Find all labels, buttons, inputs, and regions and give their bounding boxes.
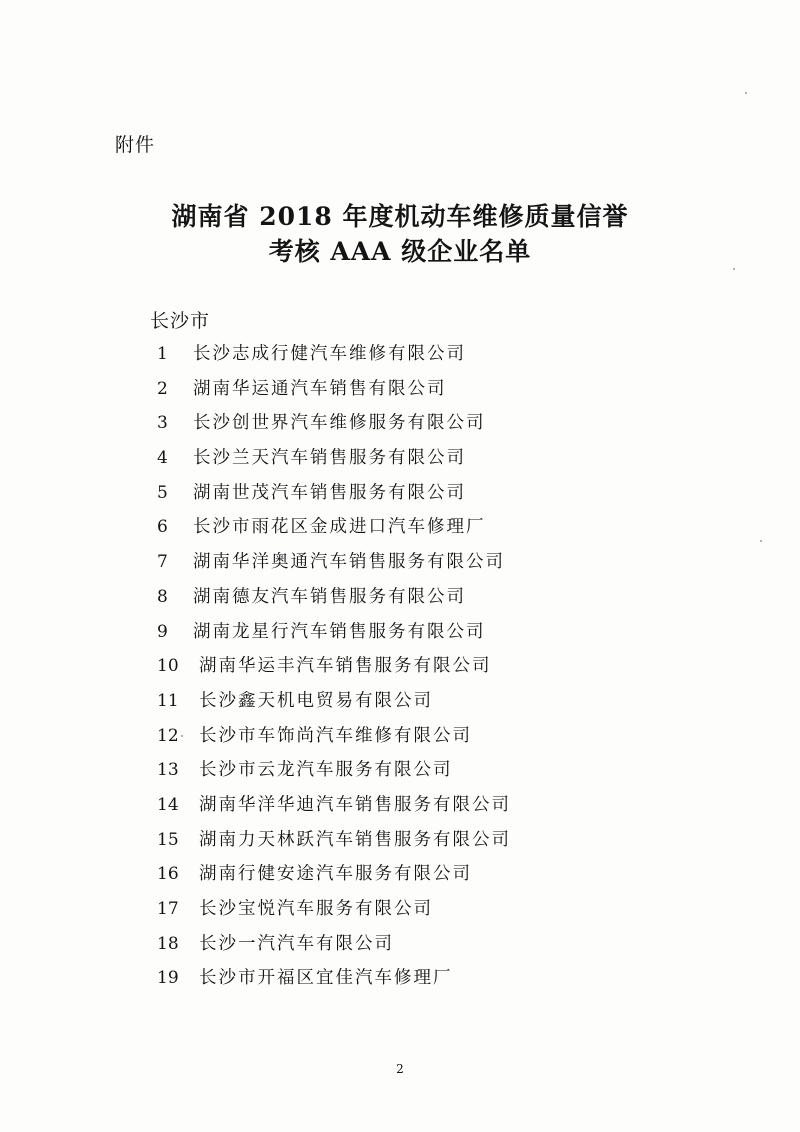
list-item — [157, 341, 511, 376]
company-name: 长沙兰天汽车销售服务有限公司 — [193, 448, 466, 469]
company-number: 3 — [157, 413, 168, 434]
company-number: 14 — [157, 794, 179, 815]
scan-speck — [181, 735, 183, 737]
company-number: 5 — [157, 482, 168, 503]
company-number: 4 — [157, 448, 168, 469]
company-number: 2 — [157, 378, 168, 399]
list-item — [157, 723, 511, 758]
company-name: 长沙市雨花区金成进口汽车修理厂 — [193, 517, 486, 538]
company-name: 长沙市车饰尚汽车维修有限公司 — [199, 725, 472, 746]
company-number: 9 — [157, 621, 168, 642]
company-name: 湖南行健安途汽车服务有限公司 — [199, 864, 472, 885]
company-number: 11 — [157, 690, 179, 711]
company-number: 6 — [157, 517, 168, 538]
scan-speck — [760, 540, 762, 542]
list-item — [157, 445, 511, 480]
list-item — [157, 827, 511, 862]
company-name: 湖南力天林跃汽车销售服务有限公司 — [199, 829, 511, 850]
attachment-label: 附件 — [115, 134, 156, 156]
company-number: 10 — [157, 656, 179, 677]
company-name: 湖南华运丰汽车销售服务有限公司 — [199, 656, 492, 677]
company-number: 16 — [157, 864, 179, 885]
company-name: 湖南世茂汽车销售服务有限公司 — [193, 482, 466, 503]
list-item — [157, 757, 511, 792]
list-item — [157, 410, 511, 445]
list-item — [157, 619, 511, 654]
company-name: 长沙一汽汽车有限公司 — [199, 933, 394, 954]
company-name: 湖南德友汽车销售服务有限公司 — [193, 586, 466, 607]
company-name: 湖南华洋华迪汽车销售服务有限公司 — [199, 794, 511, 815]
company-number: 18 — [157, 933, 179, 954]
list-item — [157, 584, 511, 619]
company-name: 湖南华运通汽车销售有限公司 — [193, 378, 447, 399]
company-number: 15 — [157, 829, 179, 850]
company-number: 7 — [157, 552, 168, 573]
company-name: 长沙市开福区宜佳汽车修理厂 — [199, 968, 453, 989]
company-name: 湖南华洋奥通汽车销售服务有限公司 — [193, 552, 505, 573]
scan-speck — [745, 92, 747, 94]
company-name: 长沙市云龙汽车服务有限公司 — [199, 760, 453, 781]
company-number: 19 — [157, 968, 179, 989]
company-name: 长沙志成行健汽车维修有限公司 — [193, 344, 466, 364]
company-name: 长沙宝悦汽车服务有限公司 — [199, 899, 433, 919]
list-item — [157, 514, 511, 549]
list-item — [157, 965, 511, 1000]
list-item — [157, 653, 511, 688]
company-number: 17 — [157, 899, 179, 919]
list-item — [157, 480, 511, 515]
document-title-line-2: 考核 AAA 级企业名单 — [268, 237, 532, 266]
list-item — [157, 896, 511, 931]
scan-speck — [733, 268, 735, 270]
page-number: 2 — [396, 1062, 404, 1076]
list-item — [157, 549, 511, 584]
company-list — [157, 341, 511, 1000]
list-item — [157, 376, 511, 411]
company-number: 13 — [157, 760, 179, 781]
document-title-line-1: 湖南省 2018 年度机动车维修质量信誉 — [171, 202, 629, 231]
company-name: 长沙鑫天机电贸易有限公司 — [199, 690, 433, 711]
company-number: 1 — [157, 344, 168, 364]
company-number: 8 — [157, 586, 168, 607]
list-item — [157, 792, 511, 827]
list-item — [157, 931, 511, 966]
city-heading: 长沙市 — [150, 310, 211, 332]
company-name: 长沙创世界汽车维修服务有限公司 — [193, 413, 486, 434]
list-item — [157, 688, 511, 723]
company-name: 湖南龙星行汽车销售服务有限公司 — [193, 621, 486, 642]
list-item — [157, 861, 511, 896]
company-number: 12 — [157, 725, 179, 746]
